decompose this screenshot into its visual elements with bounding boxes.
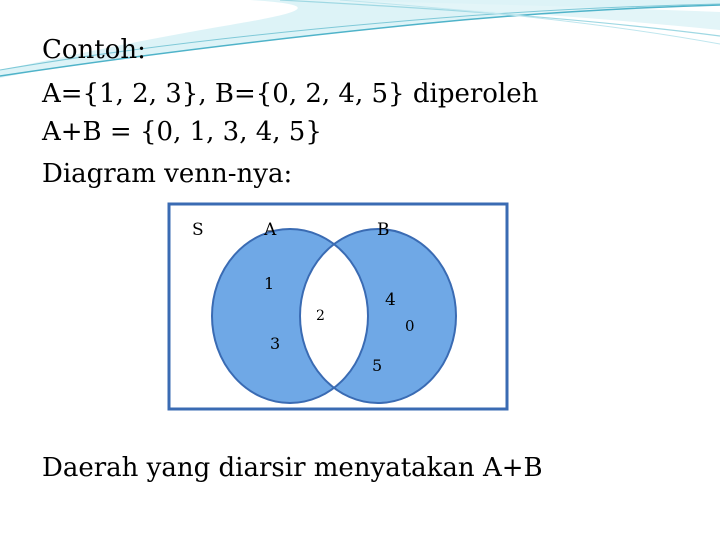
sets-definition-text: A={1, 2, 3}, B={0, 2, 4, 5} diperoleh: [42, 79, 539, 109]
element-0: 0: [405, 317, 415, 335]
element-3: 3: [270, 334, 281, 353]
element-2: 2: [316, 308, 325, 324]
element-1: 1: [264, 274, 275, 293]
universe-label: S: [192, 220, 204, 240]
venn-caption-text: Diagram venn-nya:: [42, 159, 293, 189]
shaded-area-caption: Daerah yang diarsir menyatakan A+B: [42, 453, 543, 483]
set-b-label: B: [377, 220, 390, 240]
element-5: 5: [372, 356, 383, 375]
set-a-label: A: [264, 220, 277, 240]
result-set-text: A+B = {0, 1, 3, 4, 5}: [42, 117, 322, 147]
element-4: 4: [385, 290, 396, 310]
heading-example: Contoh:: [42, 35, 146, 65]
